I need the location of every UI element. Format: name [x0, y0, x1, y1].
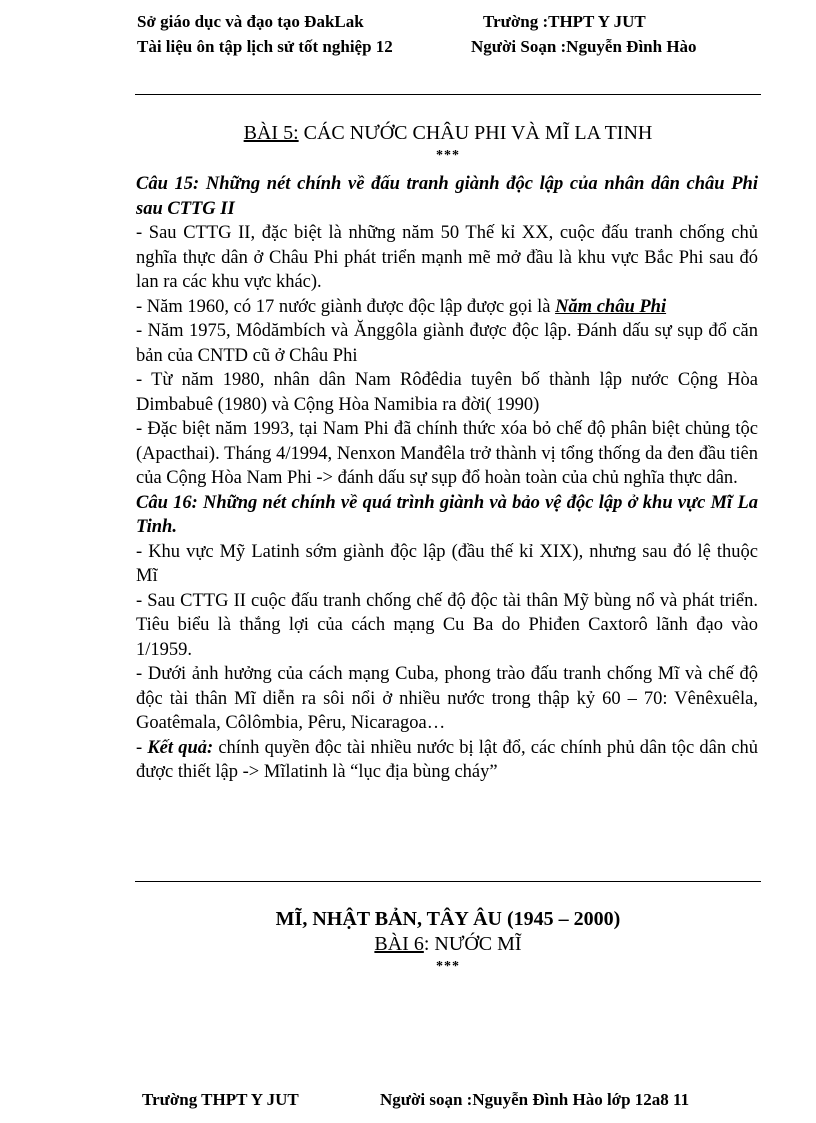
q15-paragraph-4: - Từ năm 1980, nhân dân Nam Rôđêdia tuyên bố thành lập nước Cộng Hòa Dimbabuê (1980) và Cộng Hòa Namibia ra đời( 1990) [136, 370, 758, 415]
footer-author: Người soạn :Nguyễn Đình Hào lớp 12a8 11 [380, 1090, 690, 1109]
q16-paragraph-2: - Sau CTTG II cuộc đấu tranh chống chế độ độc tài thân Mỹ bùng nổ và phát triển. Tiêu biểu là thắng lợi của cách mạng Cu Ba do Phiđen Caxtorô lãnh đạo vào 1/1959. [136, 590, 758, 660]
lesson5-title: CÁC NƯỚC CHÂU PHI VÀ MĨ LA TINH [298, 122, 653, 144]
q16-paragraph-4-prefix: - [136, 737, 148, 758]
footer-school: Trường THPT Y JUT [142, 1090, 299, 1109]
lesson6-title: : NƯỚC MĨ [423, 933, 522, 955]
header-doc-title: Tài liệu ôn tập lịch sử tốt nghiệp 12 [137, 37, 393, 56]
header-dept: Sở giáo dục và đạo tạo ĐakLak [137, 12, 364, 31]
header-school: Trường :THPT Y JUT [483, 12, 646, 31]
q15-paragraph-5: - Đặc biệt năm 1993, tại Nam Phi đã chính thức xóa bỏ chế độ phân biệt chủng tộc (Apacthai). Tháng 4/1994, Nenxon Manđêla trở thành vị tổng thống da đen đầu tiên của Cộng Hòa Nam Phi -> đánh dấu sự sụp đổ hoàn toàn của chủ nghĩa thực dân. [136, 419, 758, 488]
q16-result-label: Kết quả: [147, 737, 214, 758]
lesson6-stars: *** [436, 959, 460, 974]
part-title: MĨ, NHẬT BẢN, TÂY ÂU (1945 – 2000) [275, 908, 621, 930]
lesson6-label: BÀI 6 [374, 933, 424, 955]
q16-paragraph-1: - Khu vực Mỹ Latinh sớm giành độc lập (đầu thế kỉ XIX), nhưng sau đó lệ thuộc Mĩ [136, 541, 758, 586]
header-author: Người Soạn :Nguyễn Đình Hào [471, 37, 697, 56]
q16-title: Câu 16: Những nét chính về quá trình giành và bảo vệ độc lập ở khu vực Mĩ La Tinh. [136, 492, 758, 537]
lesson5-body [136, 172, 758, 785]
q15-paragraph-1: - Sau CTTG II, đặc biệt là những năm 50 Thế kỉ XX, cuộc đấu tranh chống chủ nghĩa thực dân ở Châu Phi phát triển mạnh mẽ mở đầu là khu vực Bắc Phi sau đó lan ra các khu vực khác). [136, 223, 758, 292]
q15-title: Câu 15: Những nét chính về đấu tranh giành độc lập của nhân dân châu Phi sau CTTG II [136, 174, 758, 219]
header-divider [135, 94, 761, 95]
q16-paragraph-3: - Dưới ảnh hưởng của cách mạng Cuba, phong trào đấu tranh chống Mĩ và chế độ độc tài thân Mĩ diễn ra sôi nổi ở nhiều nước trong thập kỷ 60 – 70: Vênêxuêla, Goatêmala, Côlômbia, Pêru, Nicaragoa… [136, 664, 758, 733]
q15-paragraph-3: - Năm 1975, Môdămbích và Ănggôla giành được độc lập. Đánh dấu sự sụp đổ căn bản của CNTD cũ ở Châu Phi [136, 321, 758, 366]
q15-paragraph-2-text: - Năm 1960, có 17 nước giành được độc lập được gọi là [136, 296, 556, 317]
lesson6-heading [135, 933, 761, 956]
q16-paragraph-4-text: chính quyền độc tài nhiều nước bị lật đổ, các chính phủ dân tộc dân chủ được thiết lập -> Mĩlatinh là “lục địa bùng cháy” [136, 737, 758, 782]
section-divider [135, 881, 761, 882]
q16-paragraph-4 [136, 736, 758, 785]
lesson5-label: BÀI 5: [243, 122, 299, 144]
q15-paragraph-2-emphasis: Năm châu Phi [555, 296, 667, 317]
lesson5-heading [135, 122, 761, 145]
q15-paragraph-2 [136, 295, 758, 320]
lesson5-stars: *** [436, 148, 460, 163]
